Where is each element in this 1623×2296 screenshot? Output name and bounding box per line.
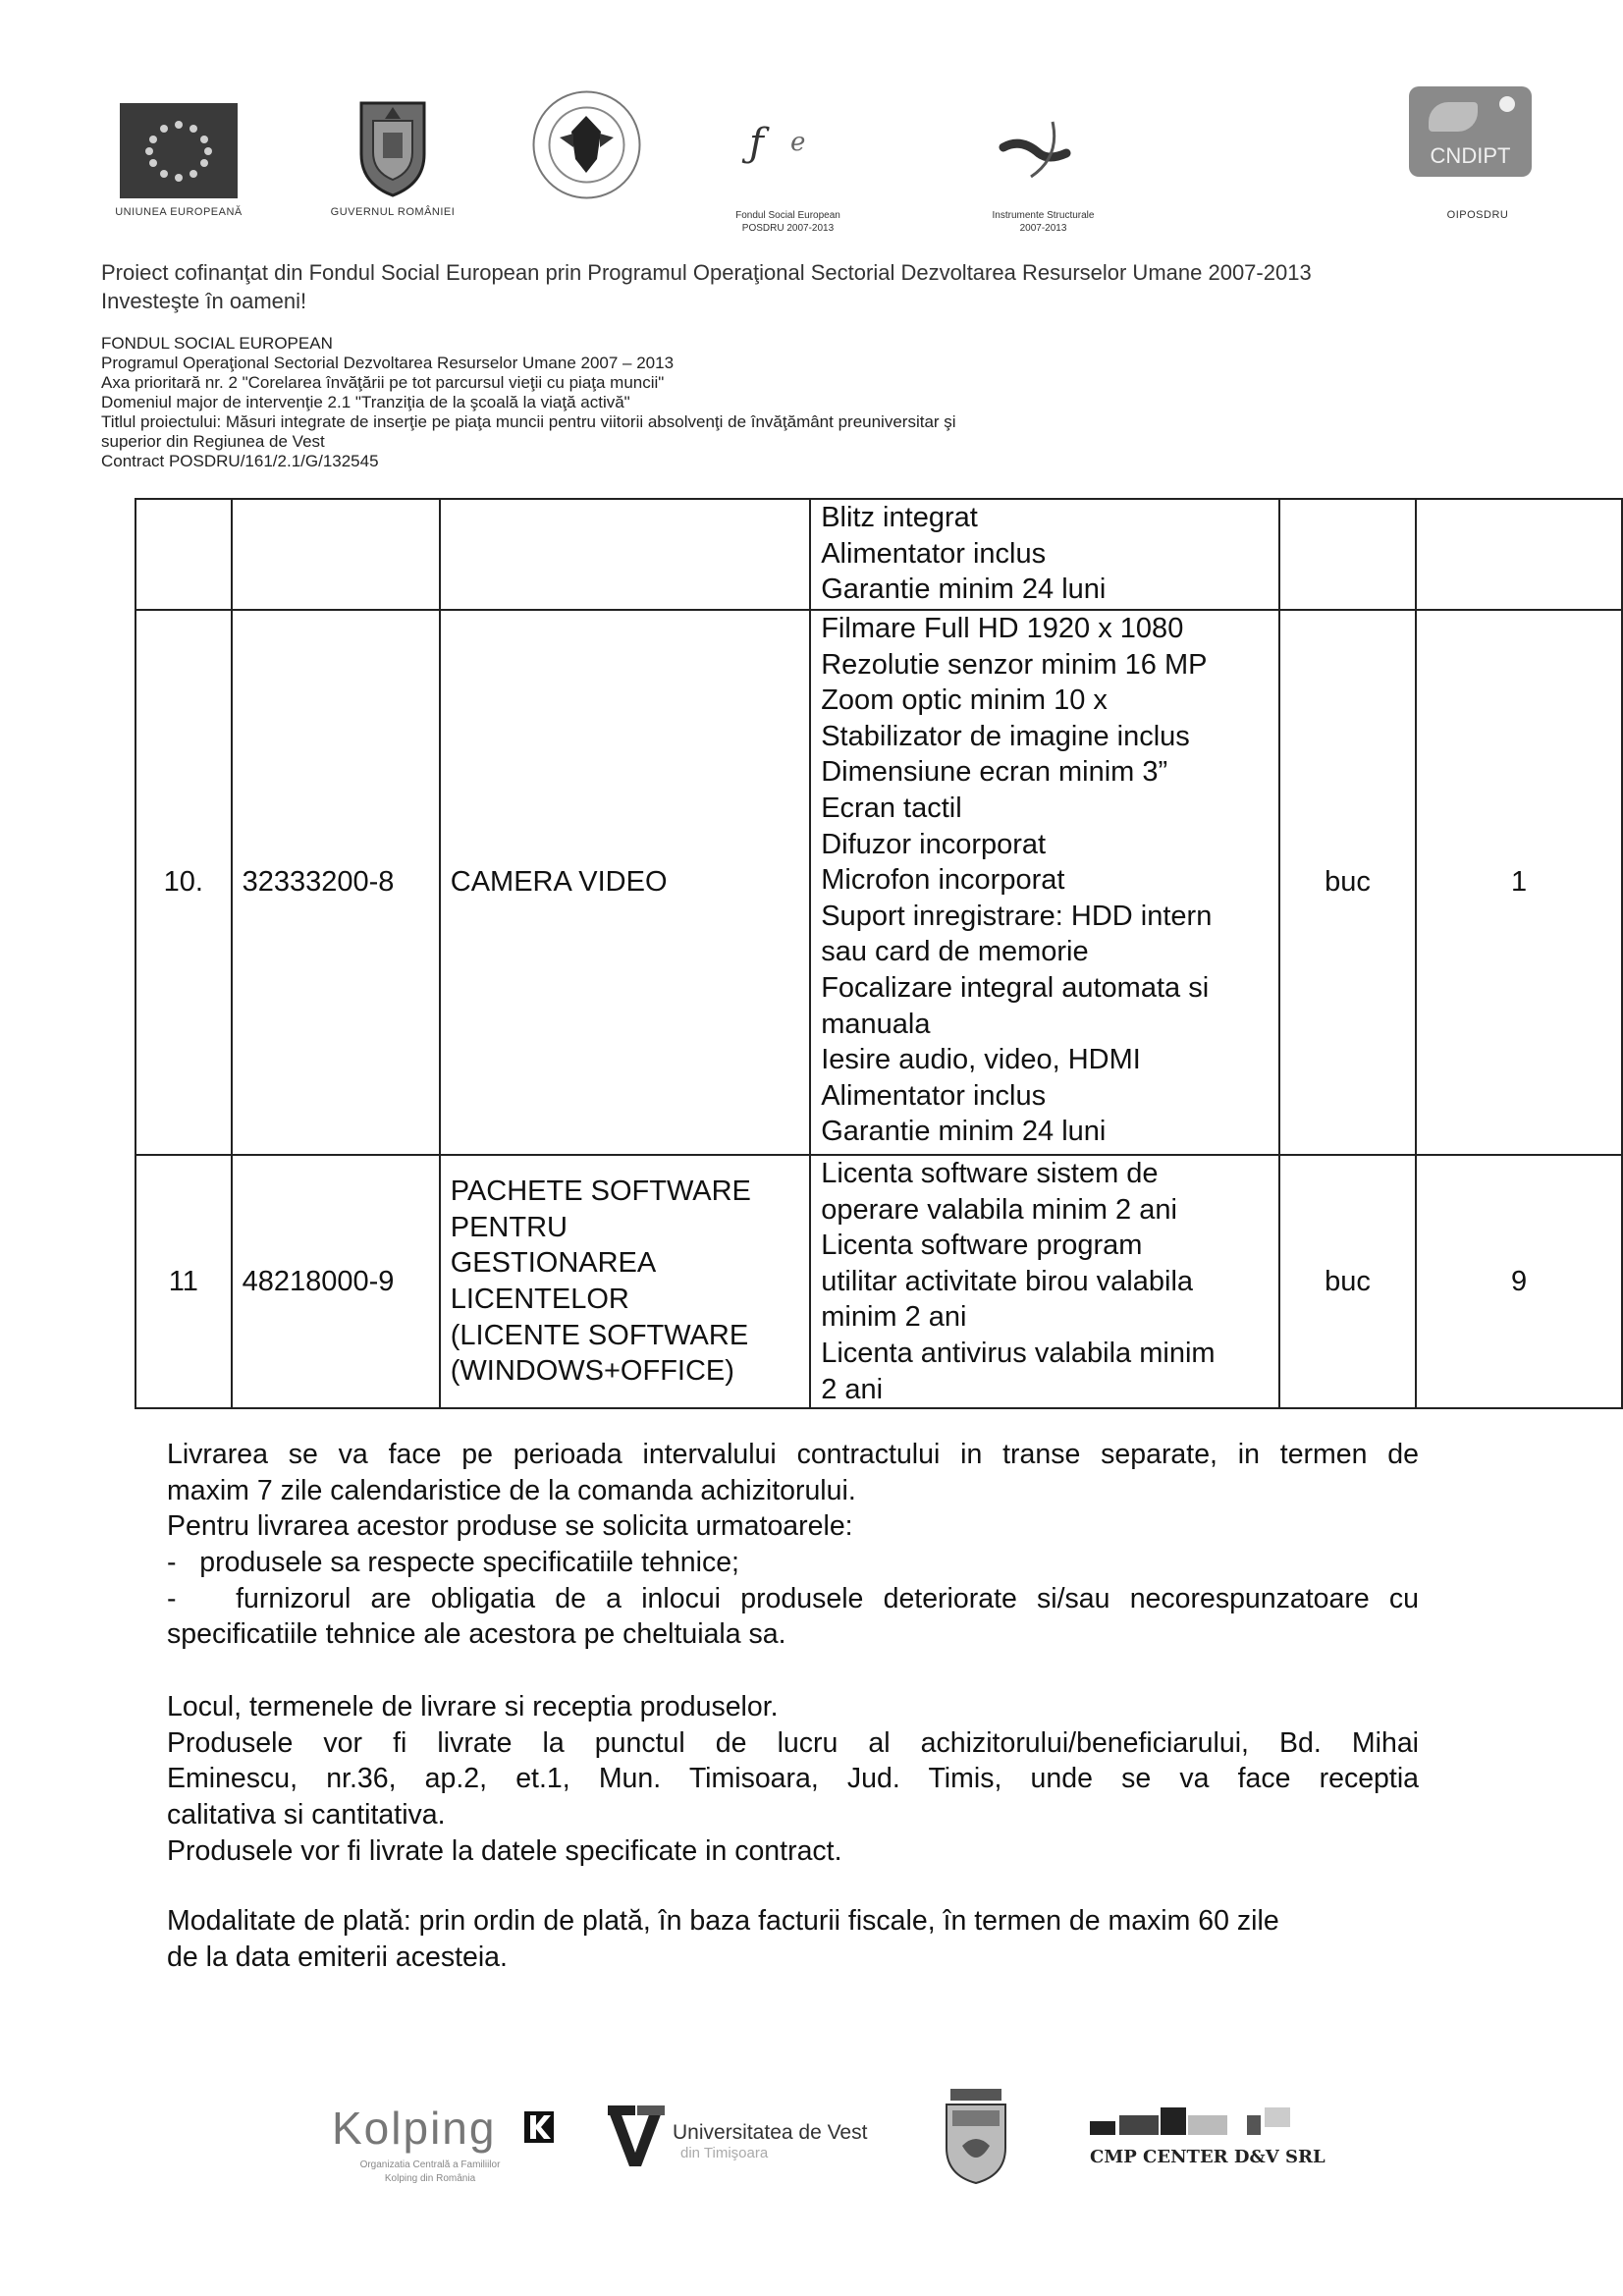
row-number-cell <box>135 499 232 610</box>
spec-line: Difuzor incorporat <box>821 828 1047 860</box>
spec-line: utilitar activitate birou valabila <box>821 1265 1194 1297</box>
government-caption: GUVERNUL ROMÂNIEI <box>330 206 456 218</box>
spec-line: Iesire audio, video, HDMI <box>821 1044 1141 1076</box>
uvt-sub: din Timişoara <box>680 2145 769 2161</box>
spec-line: Stabilizator de imagine inclus <box>821 720 1190 752</box>
spec-line: Blitz integrat <box>821 502 978 533</box>
fse-contract: Contract POSDRU/161/2.1/G/132545 <box>101 452 379 470</box>
text-line: specificatiile tehnice ale acestora pe cheltuiala sa. <box>167 1618 786 1651</box>
structural-caption: Instrumente Structurale 2007-2013 <box>992 210 1095 234</box>
spec-line: Filmare Full HD 1920 x 1080 <box>821 613 1184 644</box>
header-logos <box>0 0 1623 241</box>
text-line: Pentru livrarea acestor produse se solicita urmatoarele: <box>167 1510 853 1543</box>
quantity-cell <box>1416 499 1622 610</box>
spec-line: Garantie minim 24 luni <box>821 574 1107 606</box>
product-line: GESTIONAREA <box>450 1247 657 1280</box>
structural-instruments-icon <box>992 108 1090 187</box>
cpv-cell <box>232 499 440 610</box>
cmp-logo <box>1090 2104 1325 2172</box>
spec-line: Zoom optic minim 10 x <box>821 684 1108 717</box>
text-line: maxim 7 zile calendaristice de la comanda achizitorului. <box>167 1474 856 1506</box>
text-line: - produsele sa respecte specificatiile tehnice; <box>167 1547 739 1579</box>
cpv-cell: 48218000-9 <box>232 1155 440 1408</box>
text-line: Locul, termenele de livrare si receptia produselor. <box>167 1691 779 1722</box>
uvt-name: Universitatea de Vest <box>673 2121 868 2144</box>
coat-of-arms-icon <box>943 2087 1009 2185</box>
text-line: Produsele vor fi livrate la punctul de lucru al achizitorului/beneficiarului, Bd. Mihai <box>167 1726 1419 1759</box>
spec-line: Garantie minim 24 luni <box>821 1116 1107 1148</box>
spec-line: Microfon incorporat <box>821 864 1065 897</box>
text-line: de la data emiterii acesteia. <box>167 1941 508 1973</box>
quantity-cell: 9 <box>1416 1155 1622 1408</box>
spec-line: minim 2 ani <box>821 1301 967 1334</box>
product-line: PACHETE SOFTWARE <box>450 1175 751 1208</box>
cmp-mark-icon <box>1090 2104 1306 2139</box>
text-line: Modalitate de plată: prin ordin de plată, în baza facturii fiscale, în termen de maxim 60 zile <box>167 1905 1279 1937</box>
text-line: Produsele vor fi livrate la datele specificate in contract. <box>167 1834 842 1867</box>
oiposdru-caption: OIPOSDRU <box>1446 209 1509 221</box>
kolping-logo <box>332 2102 568 2210</box>
fse-info-block <box>101 334 956 471</box>
specs-cell <box>810 499 1279 610</box>
spec-line: operare valabila minim 2 ani <box>821 1193 1177 1226</box>
eu-caption: UNIUNEA EUROPEANĂ <box>115 206 243 218</box>
cndipt-logo-icon <box>1409 86 1532 177</box>
quantity-cell: 1 <box>1416 610 1622 1155</box>
spec-line: Licenta software program <box>821 1230 1143 1262</box>
fse-project-title: Titlul proiectului: Măsuri integrate de inserţie pe piaţa muncii pentru viitorii absolvenţi de învăţământ preuniversitar şi <box>101 412 956 431</box>
spec-line: Focalizare integral automata si <box>821 971 1210 1004</box>
uvt-logo <box>606 2104 900 2172</box>
cmp-name: CMP CENTER D&V SRL <box>1090 2147 1325 2167</box>
row-number-cell: 11 <box>135 1155 232 1408</box>
ministry-seal-icon <box>530 88 643 201</box>
spec-line: sau card de memorie <box>821 936 1089 968</box>
motto: Investeşte în oameni! <box>101 289 307 313</box>
unit-cell: buc <box>1279 610 1416 1155</box>
kolping-sub1: Organizatia Centrală a Familiilor <box>359 2159 501 2170</box>
table-row <box>135 499 1622 610</box>
spec-line: Licenta antivirus valabila minim <box>821 1337 1216 1369</box>
eu-flag-icon <box>120 103 238 198</box>
footer-logos <box>0 2082 1623 2239</box>
spec-line: manuala <box>821 1008 931 1040</box>
project-cofinance-line: Proiect cofinanţat din Fondul Social European prin Programul Operaţional Sectorial Dezvoltarea Resurselor Umane 2007-2013 <box>101 260 1312 285</box>
specs-cell <box>810 1155 1279 1408</box>
spec-line: Licenta software sistem de <box>821 1158 1159 1189</box>
table-row <box>135 610 1622 1155</box>
text-line: Livrarea se va face pe perioada intervalului contractului in transe separate, in termen de <box>167 1439 1419 1470</box>
spec-line: Dimensiune ecran minim 3” <box>821 756 1168 789</box>
fse-program: Programul Operaţional Sectorial Dezvoltarea Resurselor Umane 2007 – 2013 <box>101 354 675 372</box>
fse-title: FONDUL SOCIAL EUROPEAN <box>101 334 333 353</box>
svg-text:e: e <box>790 128 806 157</box>
product-line: LICENTELOR <box>450 1284 629 1316</box>
cpv-cell: 32333200-8 <box>232 610 440 1155</box>
text-line: Eminescu, nr.36, ap.2, et.1, Mun. Timisoara, Jud. Timis, unde se va face receptia <box>167 1763 1419 1795</box>
spec-line: 2 ani <box>821 1373 884 1405</box>
fse-domain: Domeniul major de intervenţie 2.1 "Tranziţia de la şcoală la viaţă activă" <box>101 393 630 411</box>
kolping-sub2: Kolping din România <box>384 2173 476 2184</box>
spec-line: Alimentator inclus <box>821 537 1047 570</box>
product-cell <box>440 1155 810 1408</box>
product-cell <box>440 499 810 610</box>
payment-paragraph <box>167 1903 1419 1975</box>
product-line: (LICENTE SOFTWARE <box>450 1319 749 1351</box>
product-line: PENTRU <box>450 1211 568 1243</box>
text-line: - furnizorul are obligatia de a inlocui produsele deteriorate si/sau necorespunzatoare cu <box>167 1582 1419 1614</box>
delivery-location-paragraph <box>167 1689 1419 1869</box>
table-row <box>135 1155 1622 1408</box>
delivery-paragraph <box>167 1437 1419 1653</box>
text-line: calitativa si cantitativa. <box>167 1799 446 1831</box>
svg-text:ƒ: ƒ <box>749 121 764 166</box>
unit-cell <box>1279 499 1416 610</box>
spec-line: Ecran tactil <box>821 792 962 824</box>
product-cell <box>440 610 810 1155</box>
fse-axis: Axa prioritară nr. 2 "Corelarea învăţării pe tot parcursul vieţii cu piaţa muncii" <box>101 373 665 392</box>
specs-cell <box>810 610 1279 1155</box>
spec-line: Rezolutie senzor minim 16 MP <box>821 648 1208 681</box>
fse-caption: Fondul Social European POSDRU 2007-2013 <box>735 210 840 234</box>
kolping-wordmark: Kolping <box>332 2103 497 2154</box>
product-line: CAMERA VIDEO <box>450 866 668 899</box>
row-number-cell: 10. <box>135 610 232 1155</box>
specifications-table <box>135 498 1623 1409</box>
unit-cell: buc <box>1279 1155 1416 1408</box>
uvt-mark-icon <box>606 2104 667 2170</box>
fse-project-title-cont: superior din Regiunea de Vest <box>101 432 325 451</box>
kolping-k-icon <box>524 2111 554 2143</box>
spec-line: Alimentator inclus <box>821 1079 1047 1112</box>
romania-coat-of-arms-icon <box>353 93 432 199</box>
fse-logo-icon <box>741 113 830 172</box>
spec-line: Suport inregistrare: HDD intern <box>821 900 1213 932</box>
product-line: (WINDOWS+OFFICE) <box>450 1355 734 1388</box>
cndipt-mark: CNDIPT <box>1430 143 1511 168</box>
